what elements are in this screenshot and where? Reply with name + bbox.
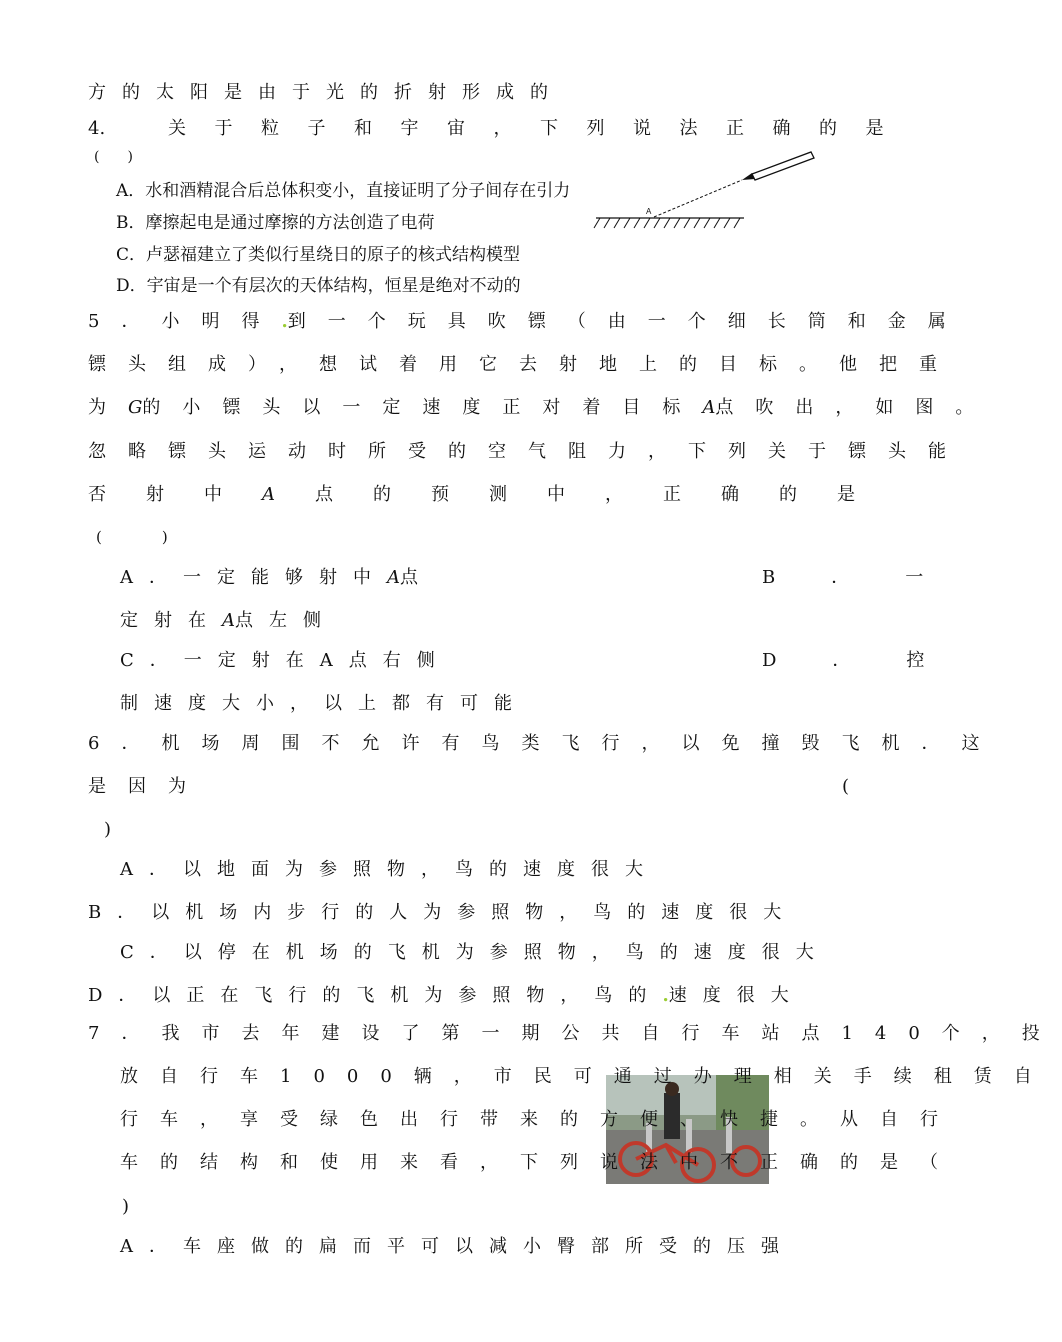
blow-tube [752,152,814,180]
green-dot: . [662,985,669,1006]
q5-line-5: 否射中A 点的预测中，正确的是 [88,484,895,505]
ground-hatching [594,218,740,228]
q6-line-2: 是因为 [88,776,208,797]
point-a-label: A [646,207,652,216]
q5-line-4: 忽略镖头运动时所受的空气阻力，下列关于镖头能 [88,441,968,462]
q7-line-3: 行车，享受绿色出行带来的方便、快捷。从自行 [120,1109,960,1130]
q5-option-a: A．一定能够射中A点 [120,567,418,588]
q5-option-b-start: B．一 [762,567,980,588]
q6-option-b: B．以机场内步行的人为参照物，鸟的速度很大 [88,902,798,923]
q6-option-c: C．以停在机场的飞机为参照物，鸟的速度很大 [120,942,830,963]
q5-option-d-start: D．控 [762,650,981,671]
q5-option-d-cont: 制速度大小，以上都有可能 [120,693,528,714]
q4-answer-paren: ( ) [94,149,133,165]
q4-number: 4. [88,118,106,139]
q7-option-a: A．车座做的扁而平可以减小臀部所受的压强 [120,1236,795,1257]
q7-line-4: 车的结构和使用来看，下列说法中不正确的是（ [120,1152,960,1173]
q5-line-3: 为G的小镖头以一定速度正对着目标A点吹出，如图。 [88,397,996,418]
q6-paren-close: ) [104,819,112,840]
q5-line-2: 镖头组成），想试着用它去射地上的目标。他把重 [88,354,959,375]
q6-paren-open: ( [842,776,850,797]
q7-line-5: ) [122,1196,130,1217]
dart-diagram [592,146,822,232]
q5-option-b-cont: 定射在A点左侧 [120,610,337,631]
q4-option-d: D．宇宙是一个有层次的天体结构，恒星是绝对不动的 [116,276,521,296]
q4-stem: 关于粒子和宇宙，下列说法正确的是 [168,118,912,139]
q6-line-1: 6．机场周围不允许有鸟类飞行，以免撞毁飞机．这 [88,733,1002,754]
q7-line-2: 放自行车1000辆，市民可通过办理相关手续租赁自 [120,1066,1054,1087]
q7-line-1: 7．我市去年建设了第一期公共自行车站点140个，投 [88,1023,1062,1044]
q5-answer-paren: ( ) [96,528,168,546]
q4-option-a: A．水和酒精混合后总体积变小，直接证明了分子间存在引力 [116,181,571,201]
q4-option-b: B．摩擦起电是通过摩擦的方法创造了电荷 [116,213,435,233]
q5-option-c: C．一定射在A点右侧 [120,650,451,671]
q4-option-c: C．卢瑟福建立了类似行星绕日的原子的核式结构模型 [116,245,521,265]
q3-tail-text: 方的太阳是由于光的折射形成的 [88,82,564,103]
trajectory-line [654,180,742,217]
q6-option-d: D．以正在飞行的飞机为参照物，鸟的.速度很大 [88,985,805,1006]
q6-option-a: A．以地面为参照物，鸟的速度很大 [120,859,659,880]
green-dot: . [281,311,288,332]
q5-line-1: 5．小明得.到一个玩具吹镖（由一个细长筒和金属 [88,311,968,332]
